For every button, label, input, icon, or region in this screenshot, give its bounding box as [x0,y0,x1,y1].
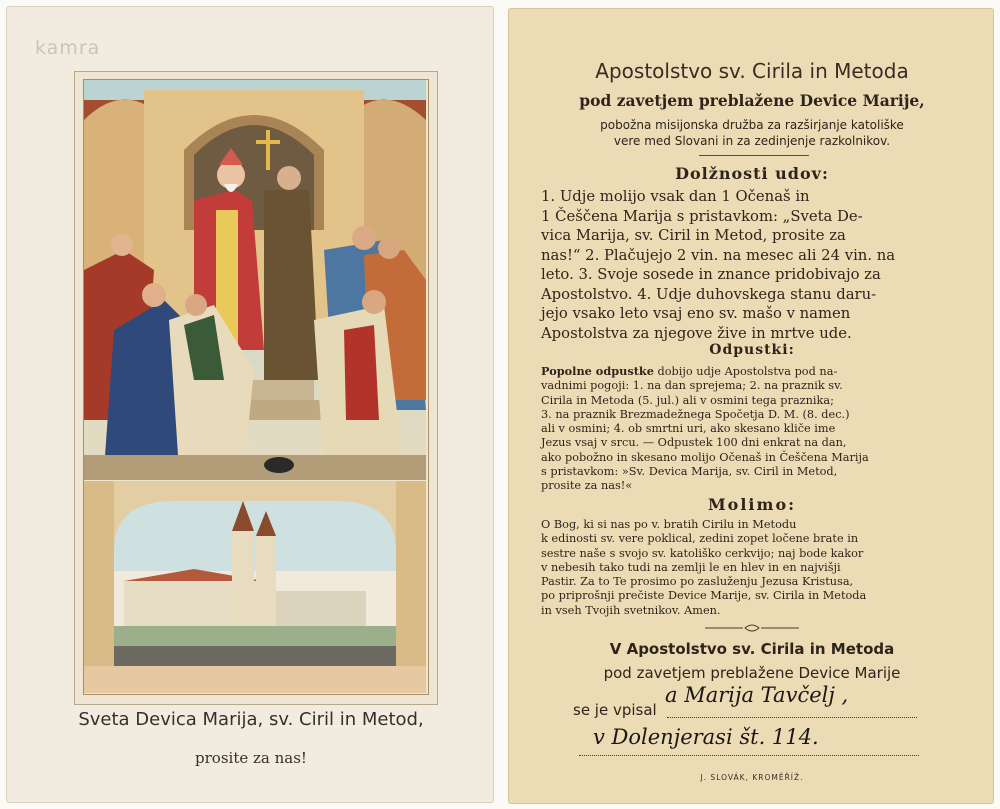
duties-line: jejo vsako leto vsaj eno sv. mašo v namen [541,305,851,322]
ornament-divider [705,622,799,634]
enrol-line2: pod zavetjem preblažene Device Marije [603,664,901,682]
prayer-line: po priprošnji prečiste Device Marije, sv. Cirila in Metoda [541,589,867,603]
duties-line: Apostolstvo. 4. Udje duhovskega stanu daru- [541,285,877,303]
prayer-line: O Bog, ki si nas po v. bratih Cirilu in Metodu [541,518,797,531]
indulgences-line: ako pobožno in skesano molijo Očenaš in Češčena Marija [541,450,869,464]
dotted-line [579,755,919,756]
duties-line: Apostolstva za njegove žive in mrtve ude. [541,324,852,342]
duties-line: vica Marija, sv. Ciril in Metod, prosite za [541,227,846,244]
prayer-line: Pastir. Za to Te prosimo po zasluženju Jezusa Kristusa, [541,575,854,589]
front-caption-line2: prosite za nas! [195,749,307,767]
prayer-paragraph [541,518,965,618]
indulgences-line-text: dobijo udje Apostolstva pod na- [653,365,838,378]
prayer-line: in vseh Tvojih svetnikov. Amen. [541,603,721,617]
front-card [6,6,494,803]
indulgences-line: s pristavkom: »Sv. Devica Marija, sv. Ciril in Metod, [541,465,838,479]
duties-line: 1. Udje molijo vsak dan 1 Očenaš in [541,188,810,205]
intro-line: pobožna misijonska družba za razširjanje katoliške [600,118,904,132]
handwritten-name: a Marija Tavčelj , [665,683,849,707]
divider-rule [699,155,809,156]
front-caption-line1: Sveta Devica Marija, sv. Ciril in Metod, [78,709,424,730]
indulgences-line: ali v osmini; 4. ob smrtni uri, ako skesano kliče ime [541,422,836,436]
back-title: Apostolstvo sv. Cirila in Metoda [595,59,909,83]
prayer-line: k edinosti sv. vere poklical, zedini zopet ločene brate in [541,532,859,546]
indulgences-line: 3. na praznik Brezmadežnega Spočetja D. M. (8. dec.) [541,407,850,421]
indulgences-line: vadnimi pogoji: 1. na dan sprejema; 2. na praznik sv. [541,379,843,393]
prayer-line: v nebesih tako tudi na zemlji le en hlev in en najvišji [541,560,841,574]
saints-illustration [84,80,426,480]
dotted-line [667,717,917,718]
duties-paragraph [541,187,965,343]
indulgences-line [541,364,965,379]
indulgences-lead: Popolne odpustke [541,364,654,378]
indulgences-paragraph [541,364,965,494]
duties-line: nas!“ 2. Plačujejo 2 vin. na mesec ali 24 vin. na [541,246,896,264]
back-card [508,8,994,804]
basilica-illustration [84,481,426,693]
indulgences-line: prosite za nas!« [541,479,633,493]
indulgences-line: Jezus vsaj v srcu. — Odpustek 100 dni enkrat na dan, [541,436,847,450]
handwritten-address: v Dolenjerasi št. 114. [593,725,819,749]
intro-line: vere med Slovani in za zedinjenje razkolnikov. [613,134,891,148]
back-subtitle: pod zavetjem preblažene Device Marije, [579,91,925,110]
prayer-line: sestre naše s svojo sv. katoliško cerkvijo; naj bode kakor [541,546,864,560]
indulgences-line: Cirila in Metoda (5. jul.) ali v osmini tega praznika; [541,393,834,407]
enrol-line1: V Apostolstvo sv. Cirila in Metoda [609,640,895,658]
heading-prayer: Molimo: [707,495,797,514]
heading-indulgences: Odpustki: [709,342,795,358]
enrol-prefix: se je vpisal [573,701,657,719]
back-intro [509,117,995,149]
printer-imprint: J. SLOVÁK, KROMĚŘÍŽ. [700,773,804,782]
heading-duties: Dolžnosti udov: [675,164,829,183]
watermark-logo: kamra [35,37,101,59]
duties-line: leto. 3. Svoje sosede in znance pridobivajo za [541,266,881,283]
duties-line: 1 Češčena Marija s pristavkom: „Sveta De- [541,207,863,225]
